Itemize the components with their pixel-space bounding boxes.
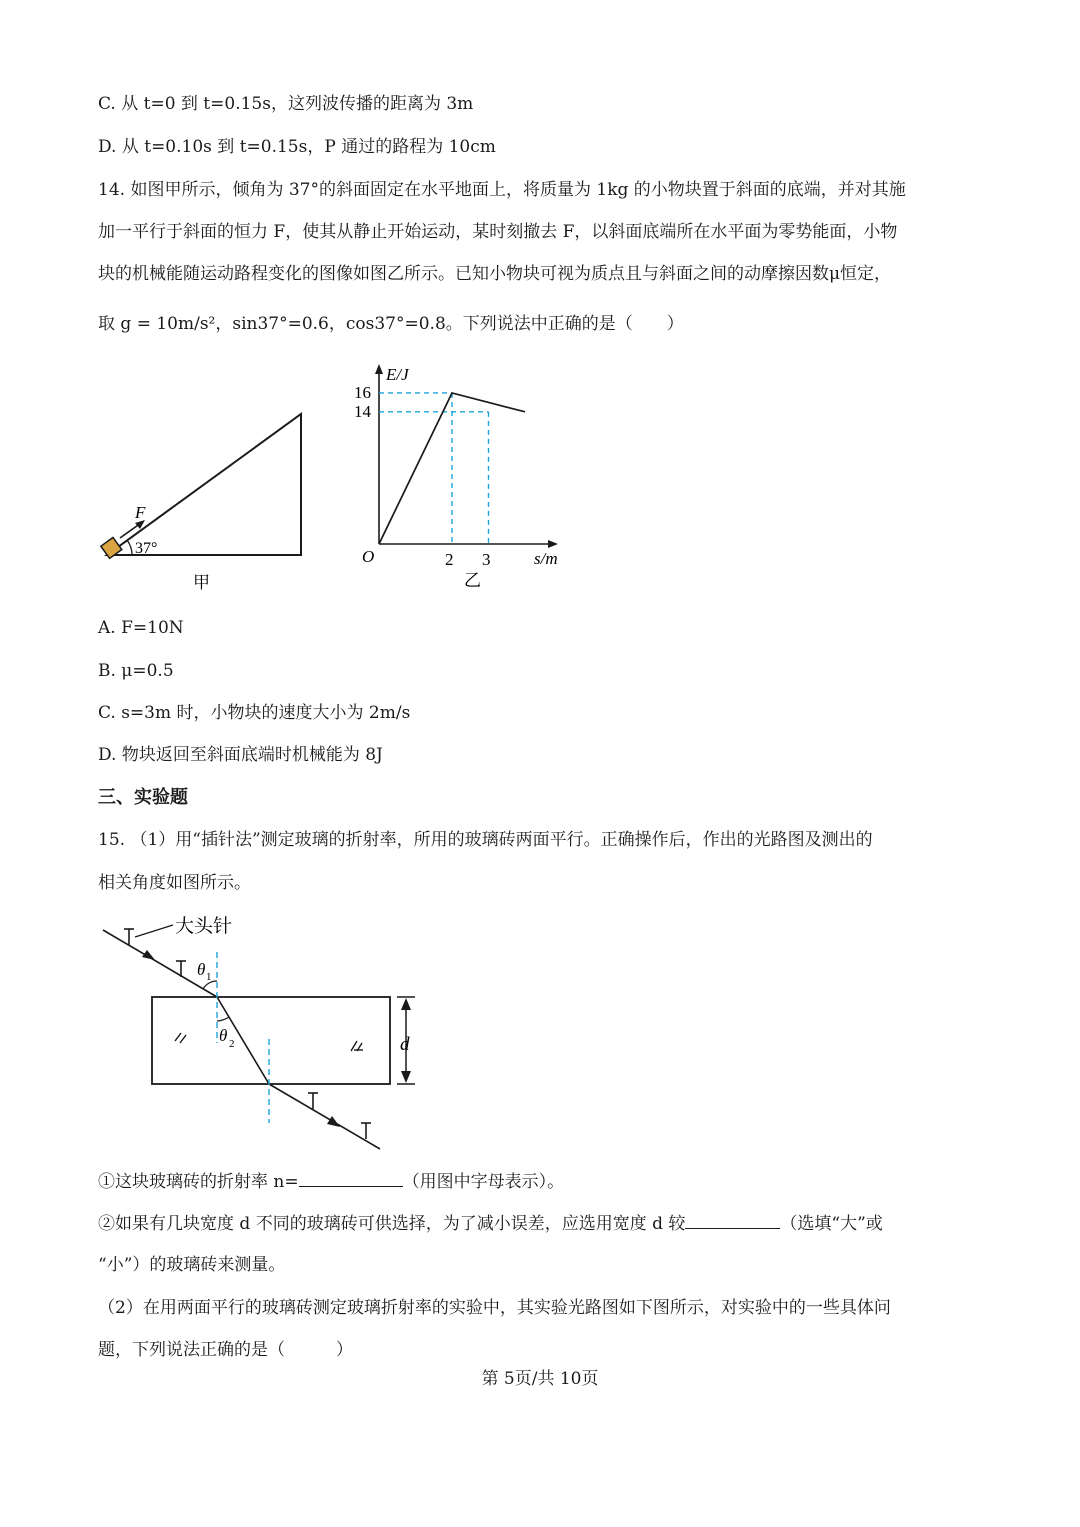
pin-3-icon xyxy=(308,1093,318,1109)
emergent-ray xyxy=(269,1084,380,1149)
y-axis-arrowhead xyxy=(375,364,383,374)
origin-label: O xyxy=(362,547,375,566)
x-tick-2: 2 xyxy=(445,550,454,569)
answer-blank-n[interactable] xyxy=(299,1170,403,1187)
figure-incline xyxy=(95,400,315,600)
figure-glass-refraction xyxy=(95,905,435,1155)
angle-arc xyxy=(127,540,132,555)
part-b-prefix: ②如果有几块宽度 d 不同的玻璃砖可供选择，为了减小误差，应选用宽度 d 较 xyxy=(98,1214,686,1234)
theta2-label: θ xyxy=(219,1026,228,1045)
answer-blank-d[interactable] xyxy=(685,1212,780,1229)
d-arrow-up xyxy=(401,998,411,1010)
emergent-arrowhead xyxy=(327,1116,340,1127)
incident-arrowhead xyxy=(142,950,155,960)
section-heading-experiment: 三、实验题 xyxy=(98,787,188,808)
option-d: D. 物块返回至斜面底端时机械能为 8J xyxy=(98,745,383,765)
option-a: A. F=10N xyxy=(98,618,184,638)
question-15-part-2-line-2: 题，下列说法正确的是（ ） xyxy=(98,1340,353,1360)
glass-hatch-left xyxy=(175,1033,186,1043)
question-15-part-b xyxy=(98,1212,883,1235)
glass-block xyxy=(152,997,390,1084)
force-label: F xyxy=(135,503,146,522)
question-15-line-2: 相关角度如图所示。 xyxy=(98,873,251,893)
theta2-subscript: 2 xyxy=(229,1038,235,1050)
question-15-part-2-line-1: （2）在用两面平行的玻璃砖测定玻璃折射率的实验中，其实验光路图如下图所示，对实验中的一些具体问 xyxy=(98,1298,891,1318)
question-14-line-2: 加一平行于斜面的恒力 F，使其从静止开始运动，某时刻撤去 F，以斜面底端所在水平面为零势能面，小物 xyxy=(98,222,898,242)
d-arrow-down xyxy=(401,1071,411,1083)
figure-jia-caption: 甲 xyxy=(193,573,210,592)
question-14-line-1: 14. 如图甲所示，倾角为 37°的斜面固定在水平地面上，将质量为 1kg 的小物块置于斜面的底端，并对其施 xyxy=(98,180,906,200)
theta1-label: θ xyxy=(197,960,206,979)
question-14-line-3: 块的机械能随运动路程变化的图像如图乙所示。已知小物块可视为质点且与斜面之间的动摩擦因数μ恒定， xyxy=(98,264,892,284)
x-axis-label: s/m xyxy=(534,549,558,568)
option-d-wave: D. 从 t=0.10s 到 t=0.15s，P 通过的路程为 10cm xyxy=(98,137,496,157)
incline-triangle xyxy=(107,414,301,555)
pin-leader-line xyxy=(135,925,173,937)
d-label: d xyxy=(400,1034,410,1055)
part-a-prefix: ①这块玻璃砖的折射率 n= xyxy=(98,1172,299,1192)
pin-label: 大头针 xyxy=(175,916,233,937)
part-b-suffix: （选填“大”或 xyxy=(780,1214,883,1234)
option-b: B. μ=0.5 xyxy=(98,661,174,681)
question-15-part-a xyxy=(98,1170,564,1193)
question-14-line-4: 取 g = 10m/s²，sin37°=0.6，cos37°=0.8。下列说法中正确的是（ ） xyxy=(98,314,684,334)
theta2-arc xyxy=(217,1017,229,1021)
question-15-part-b-line-2: “小”）的玻璃砖来测量。 xyxy=(98,1255,286,1275)
x-tick-3: 3 xyxy=(482,550,491,569)
y-tick-16: 16 xyxy=(354,383,371,402)
angle-label: 37° xyxy=(135,540,158,557)
pin-4-icon xyxy=(361,1123,371,1139)
page-footer: 第 5页/共 10页 xyxy=(481,1369,599,1389)
figure-energy-chart xyxy=(340,360,580,592)
y-axis-label: E/J xyxy=(386,365,409,384)
option-c-wave: C. 从 t=0 到 t=0.15s，这列波传播的距离为 3m xyxy=(98,94,474,114)
part-a-suffix: （用图中字母表示）。 xyxy=(402,1172,565,1192)
theta1-subscript: 1 xyxy=(206,971,212,983)
y-tick-14: 14 xyxy=(354,402,371,421)
option-c: C. s=3m 时，小物块的速度大小为 2m/s xyxy=(98,703,411,723)
figure-yi-caption: 乙 xyxy=(464,571,481,590)
x-axis-arrowhead xyxy=(548,540,558,548)
question-15-line-1: 15. （1）用“插针法”测定玻璃的折射率，所用的玻璃砖两面平行。正确操作后，作出的光路图及测出的 xyxy=(98,830,873,850)
glass-hatch-right xyxy=(351,1041,363,1051)
